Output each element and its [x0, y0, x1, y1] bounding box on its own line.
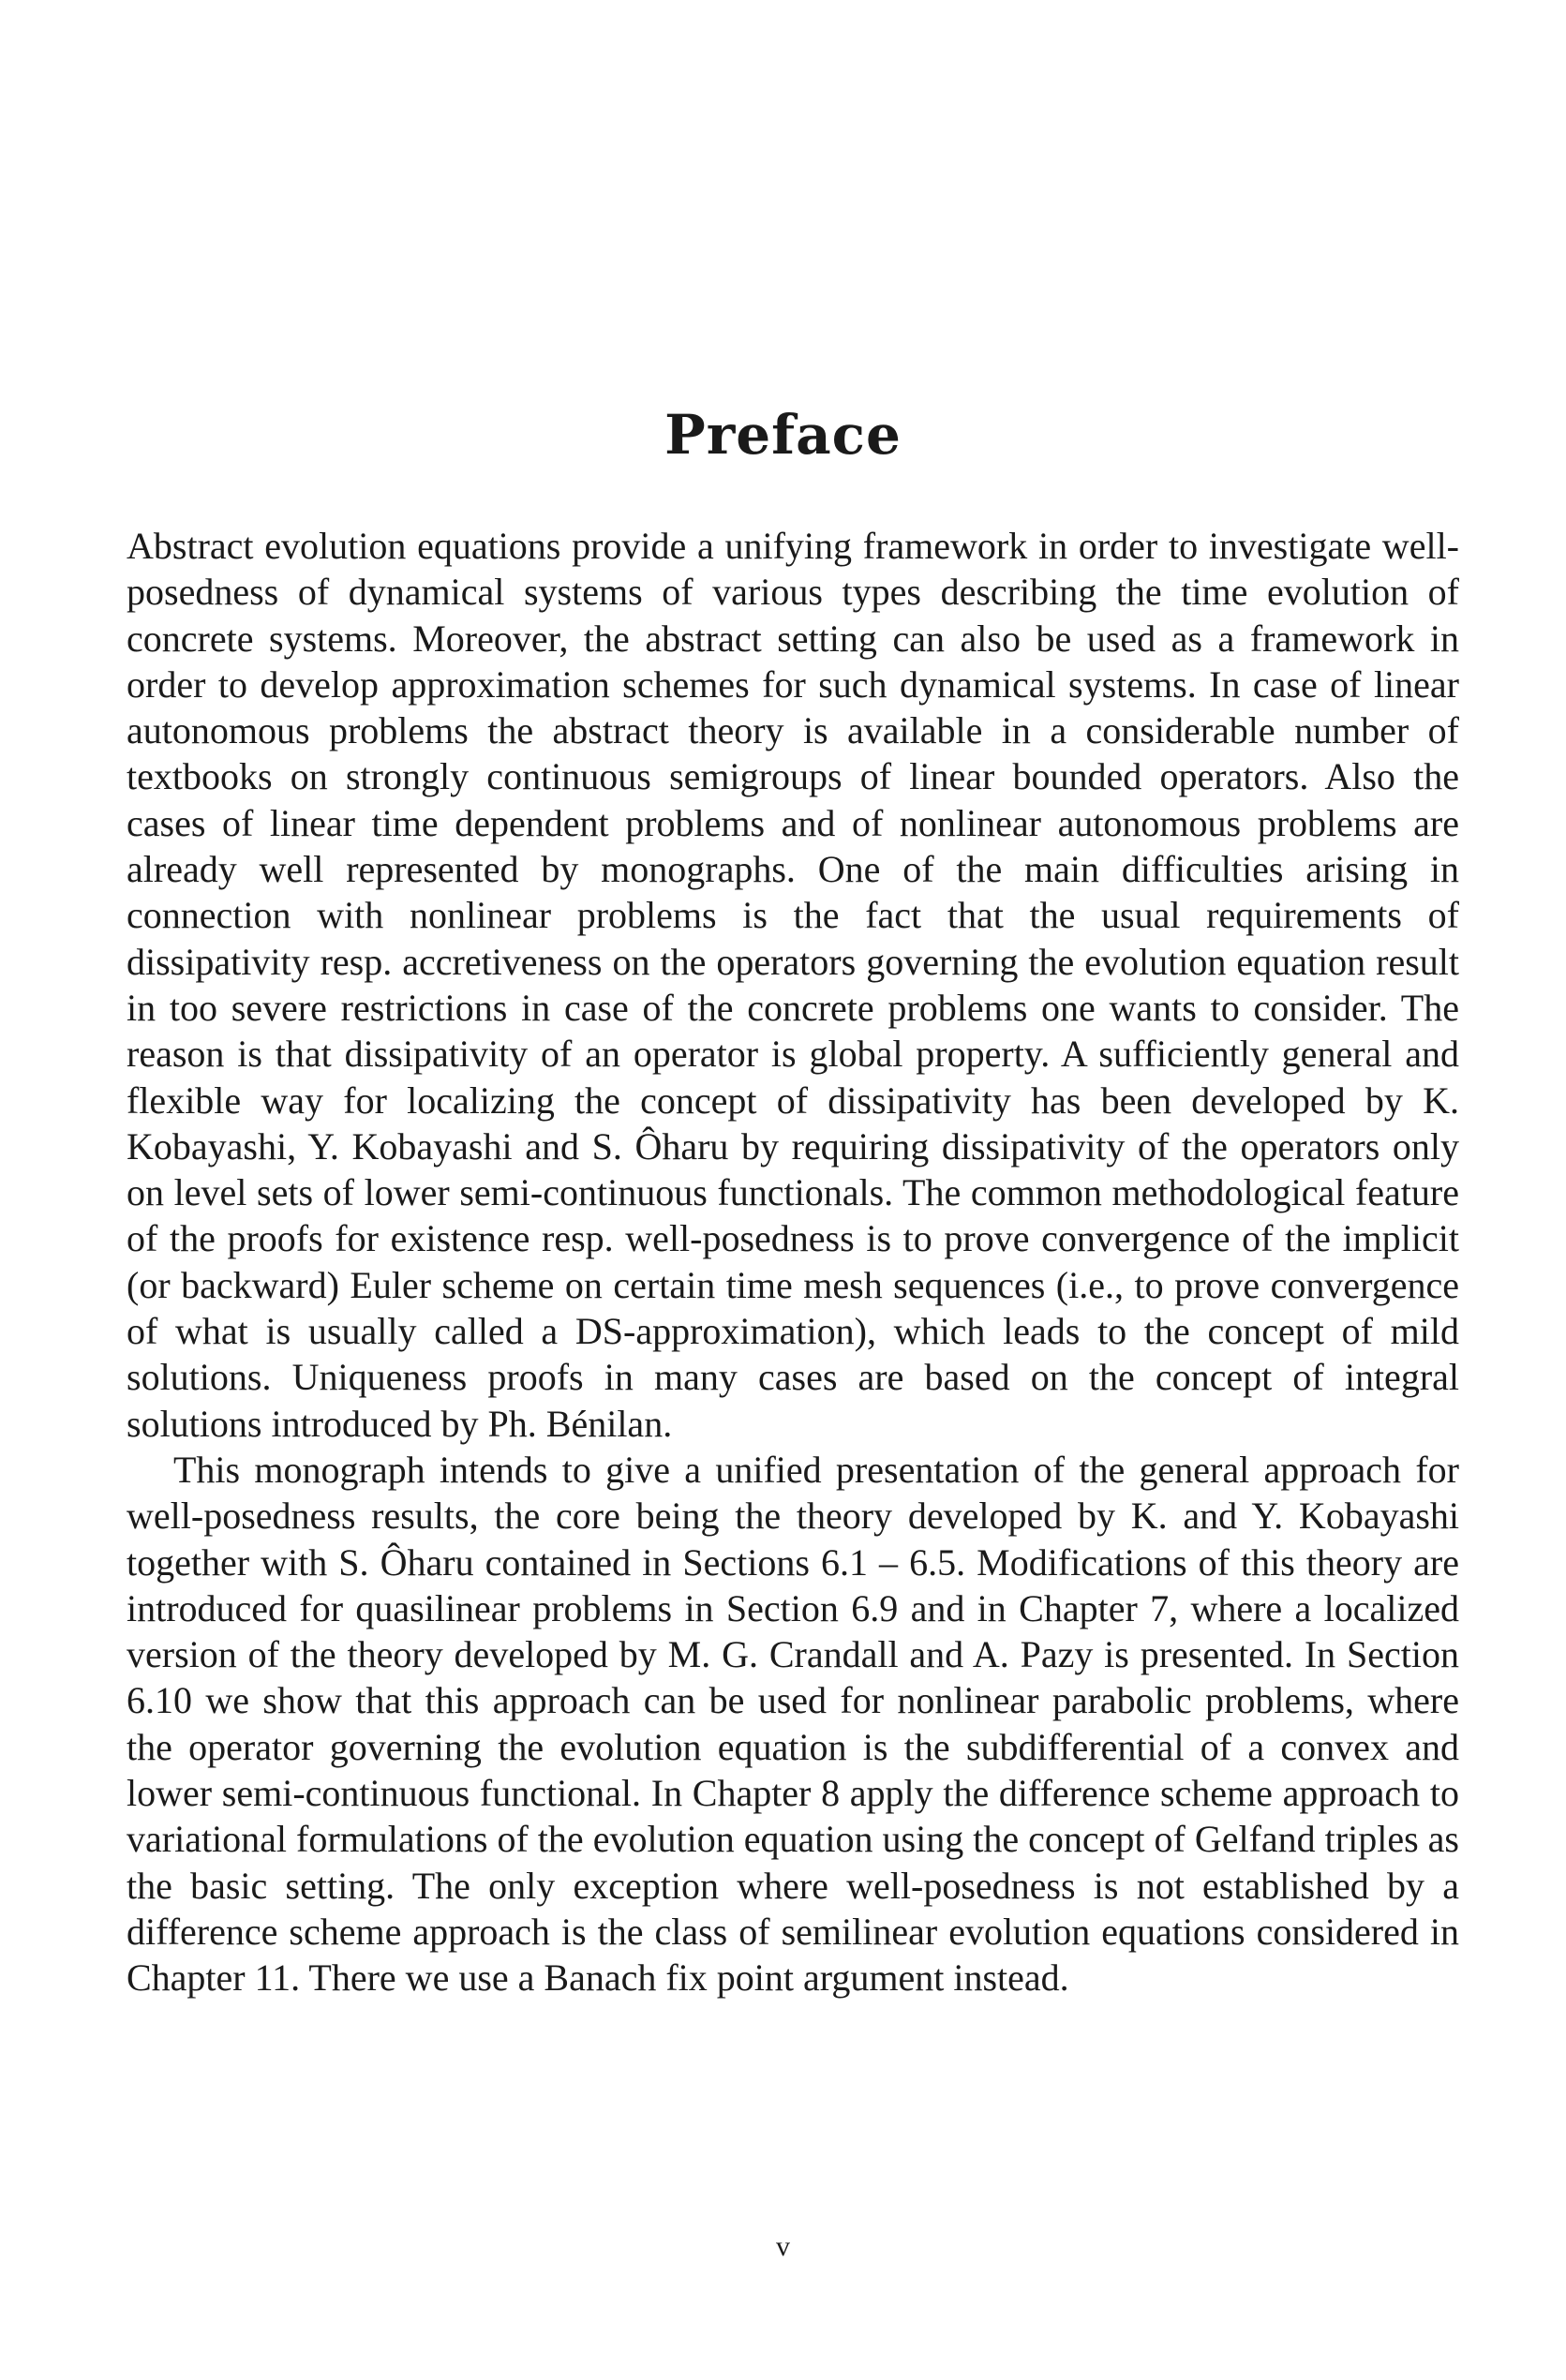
page-body: [127, 523, 1459, 2001]
page-title: Preface: [664, 402, 902, 467]
paragraph-1: Abstract evolution equations provide a unifying framework in order to investigate well-posedness of dynamical systems of various types describing the time evolution of concrete systems. Moreover, the abstract setting can also be used as a framework in order to develop approximation schemes for such dynamical systems. In case of linear autonomous problems the abstract theory is available in a considerable number of textbooks on strongly continuous semigroups of linear bounded operators. Also the cases of linear time dependent problems and of nonlinear autonomous problems are already well represented by monographs. One of the main difficulties arising in connection with nonlinear problems is the fact that the usual requirements of dissipativity resp. accretiveness on the operators governing the evolution equation result in too severe restrictions in case of the concrete problems one wants to consider. The reason is that dissipativity of an operator is global property. A sufficiently general and flexible way for localizing the concept of dissipativity has been developed by K. Kobayashi, Y. Kobayashi and S. Ôharu by requiring dissipativity of the operators only on level sets of lower semi-continuous functionals. The common methodological feature of the proofs for existence resp. well-posedness is to prove convergence of the implicit (or backward) Euler scheme on certain time mesh sequences (i.e., to prove convergence of what is usually called a DS-approximation), which leads to the concept of mild solutions. Uniqueness proofs in many cases are based on the concept of integral solutions introduced by Ph. Bénilan.: [127, 525, 1459, 1445]
paragraph-2: This monograph intends to give a unified presentation of the general approach for well-posedness results, the core being the theory developed by K. and Y. Kobayashi together with S. Ôharu contained in Sections 6.1 – 6.5. Modifications of this theory are introduced for quasilinear problems in Section 6.9 and in Chapter 7, where a localized version of the theory developed by M. G. Crandall and A. Pazy is presented. In Section 6.10 we show that this approach can be used for nonlinear parabolic problems, where the operator governing the evolution equation is the subdifferential of a convex and lower semi-continuous functional. In Chapter 8 apply the difference scheme approach to variational formulations of the evolution equation using the concept of Gelfand triples as the basic setting. The only exception where well-posedness is not established by a difference scheme approach is the class of semilinear evolution equations considered in Chapter 11. There we use a Banach fix point argument instead.: [127, 1448, 1459, 2000]
page-number: v: [776, 2231, 790, 2262]
